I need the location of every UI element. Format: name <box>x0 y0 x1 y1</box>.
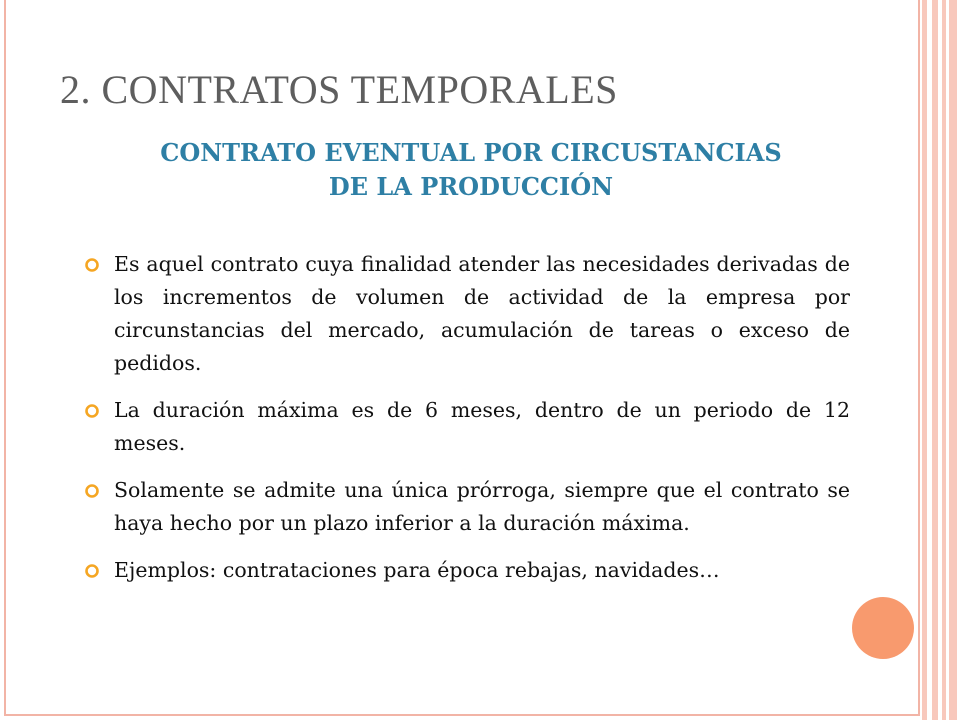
bullet-list <box>84 248 850 601</box>
bullet-text: Solamente se admite una única prórroga, siempre que el contrato se haya hecho por un plazo inferior a la duración máxima. <box>114 478 850 535</box>
ring-bullet-icon <box>84 257 100 273</box>
ring-bullet-icon <box>84 483 100 499</box>
stripe <box>932 0 938 720</box>
slide-title: 2. CONTRATOS TEMPORALES <box>60 67 618 112</box>
slide-subtitle <box>60 136 882 204</box>
subtitle-line-2: DE LA PRODUCCIÓN <box>328 172 614 201</box>
stripe <box>942 0 946 720</box>
stripe <box>922 0 927 720</box>
bullet-text: Ejemplos: contrataciones para época rebajas, navidades… <box>114 558 720 582</box>
subtitle-line-1: CONTRATO EVENTUAL POR CIRCUSTANCIAS <box>160 138 782 167</box>
stripe <box>949 0 957 720</box>
ring-bullet-icon <box>84 403 100 419</box>
bullet-item <box>84 248 850 380</box>
bullet-item <box>84 474 850 540</box>
bullet-item <box>84 394 850 460</box>
orange-circle-decoration <box>852 597 914 659</box>
decorative-stripes <box>920 0 960 720</box>
bullet-text: La duración máxima es de 6 meses, dentro de un periodo de 12 meses. <box>114 398 850 455</box>
bullet-text: Es aquel contrato cuya finalidad atender las necesidades derivadas de los incrementos de volumen de actividad de la empresa por circunstancias del mercado, acumulación de tareas o exceso de pedidos. <box>114 252 850 375</box>
ring-bullet-icon <box>84 563 100 579</box>
bullet-item <box>84 554 850 587</box>
